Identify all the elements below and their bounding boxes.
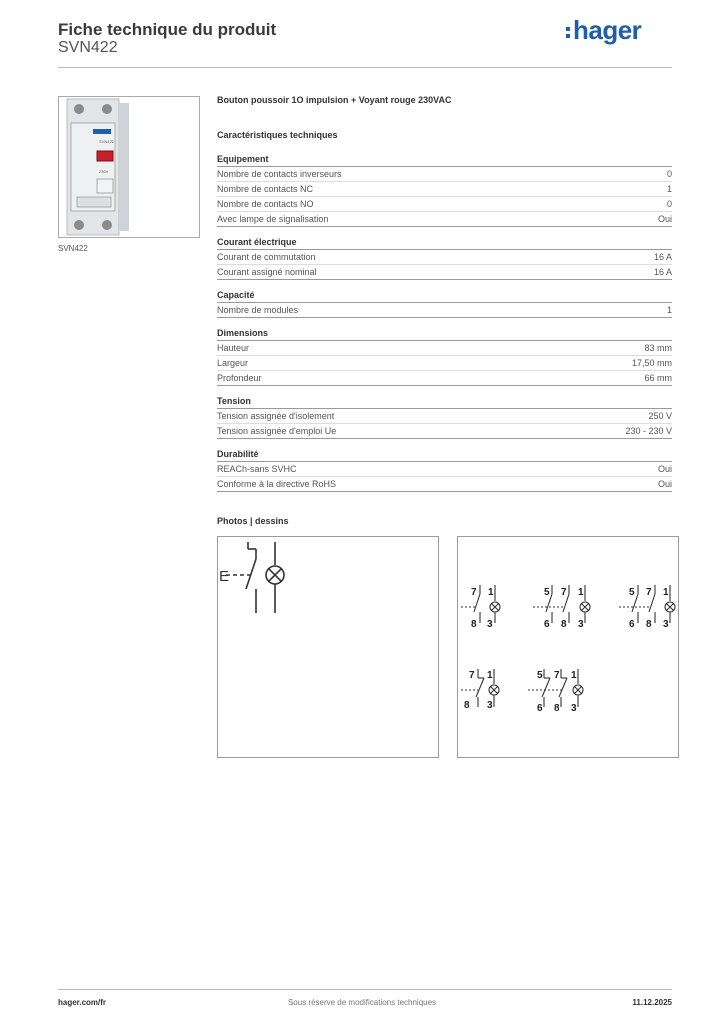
terminal-label: 3 [663,619,669,630]
terminal-label: 7 [469,670,475,681]
section-title: Tension [217,396,672,409]
table-row [217,212,672,227]
terminal-label: 5 [629,587,635,598]
row-label: Nombre de modules [217,305,299,315]
section-title: Equipement [217,154,672,167]
device-label-mid: 230V [99,169,109,174]
product-device-illustration [59,97,199,237]
terminal-label: 7 [554,670,560,681]
table-row [217,409,672,424]
row-label: Nombre de contacts inverseurs [217,169,342,179]
terminal-label: 6 [537,703,543,714]
table-row [217,265,672,280]
section-courant [217,237,672,280]
terminal-label: 8 [561,619,567,630]
terminal-label: 1 [578,587,584,598]
terminal-label: 8 [554,703,560,714]
terminal-label: 6 [544,619,550,630]
row-label: Tension assignée d'emploi Ue [217,426,337,436]
row-value: 230 - 230 V [625,426,672,436]
product-reference: SVN422 [58,39,118,56]
table-row [217,250,672,265]
section-title: Capacité [217,290,672,303]
section-title: Courant électrique [217,237,672,250]
terminal-label: 3 [487,619,493,630]
device-label-top: SVN422 [99,139,114,144]
photos-title: Photos | dessins [217,516,289,526]
hager-logo [566,15,641,46]
section-title: Dimensions [217,328,672,341]
row-label: Tension assignée d'isolement [217,411,335,421]
row-value: 1 [666,305,672,315]
row-value: 0 [666,199,672,209]
terminal-label: 8 [464,700,470,711]
footer-divider [58,989,672,990]
row-label: Largeur [217,358,249,368]
table-row [217,356,672,371]
spec-content [217,95,672,492]
table-row [217,462,672,477]
table-row [217,182,672,197]
section-tension [217,396,672,439]
row-value: 83 mm [644,343,672,353]
row-label: Profondeur [217,373,262,383]
section-capacite [217,290,672,318]
row-value: 0 [666,169,672,179]
terminal-label: 1 [663,587,669,598]
table-row [217,341,672,356]
table-row [217,477,672,492]
row-label: Hauteur [217,343,250,353]
row-value: 16 A [653,252,672,262]
logo-text: hager [573,15,642,45]
terminal-label: 7 [471,587,477,598]
logo-dots-icon [566,24,571,41]
product-image [58,96,200,238]
terminal-label: 5 [544,587,550,598]
pushbutton-lamp-symbol [218,537,438,757]
row-label: Courant de commutation [217,252,316,262]
terminal-label: 5 [537,670,543,681]
terminal-label: 1 [571,670,577,681]
terminal-label: 8 [646,619,652,630]
footer-website[interactable]: hager.com/fr [58,998,107,1007]
terminal-label: 3 [571,703,577,714]
row-label: Conforme à la directive RoHS [217,479,337,489]
row-value: 66 mm [644,373,672,383]
row-value: 1 [666,184,672,194]
row-label: Nombre de contacts NC [217,184,314,194]
row-label: REACh-sans SVHC [217,464,297,474]
product-image-caption: SVN422 [58,244,88,253]
terminal-label: 8 [471,619,477,630]
footer-notice: Sous réserve de modifications techniques [287,998,437,1007]
terminal-label: 7 [646,587,652,598]
connection-diagrams [457,536,679,758]
terminal-label: 7 [561,587,567,598]
table-row [217,167,672,182]
row-value: Oui [657,464,672,474]
page-title: Fiche technique du produit [58,20,277,39]
row-value: 17,50 mm [631,358,672,368]
footer-date: 11.12.2025 [632,998,672,1007]
wiring-diagrams [458,537,678,757]
terminal-label: 6 [629,619,635,630]
row-value: Oui [657,479,672,489]
table-row [217,197,672,212]
row-value: 16 A [653,267,672,277]
symbol-letter: E [219,568,230,585]
row-value: 250 V [648,411,672,421]
table-row [217,424,672,439]
row-label: Avec lampe de signalisation [217,214,329,224]
row-value: Oui [657,214,672,224]
table-row [217,371,672,386]
section-title: Durabilité [217,449,672,462]
terminal-label: 1 [487,670,493,681]
row-label: Courant assigné nominal [217,267,317,277]
header-divider [58,67,672,68]
product-description: Bouton poussoir 1O impulsion + Voyant rouge 230VAC [217,95,452,105]
terminal-label: 3 [578,619,584,630]
section-durabilite [217,449,672,492]
table-row [217,303,672,318]
terminal-label: 1 [488,587,494,598]
section-dimensions [217,328,672,386]
section-equipement [217,154,672,227]
symbol-drawing [217,536,439,758]
terminal-label: 3 [487,700,493,711]
specs-title: Caractéristiques techniques [217,130,338,140]
row-label: Nombre de contacts NO [217,199,314,209]
